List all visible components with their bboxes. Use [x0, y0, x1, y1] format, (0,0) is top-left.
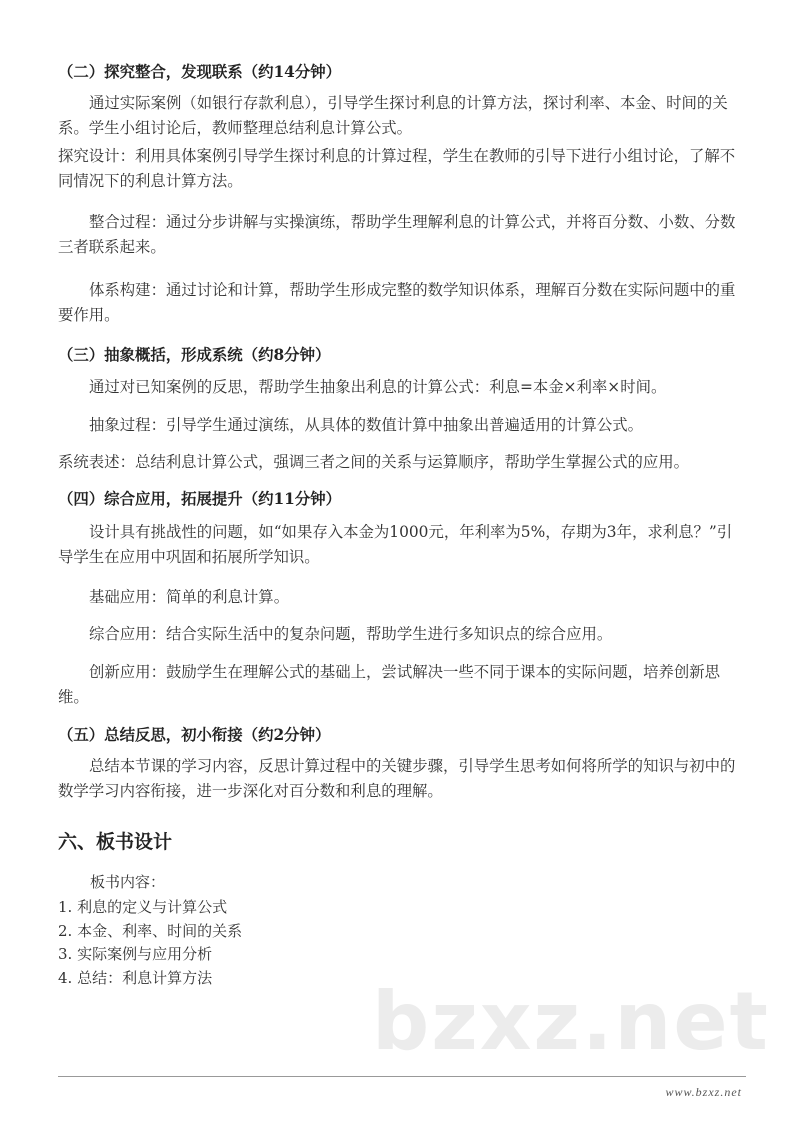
paragraph: 抽象过程：引导学生通过演练，从具体的数值计算中抽象出普遍适用的计算公式。 — [89, 416, 644, 434]
paragraph: 创新应用：鼓励学生在理解公式的基础上，尝试解决一些不同于课本的实际问题，培养创新思维。 — [58, 663, 721, 706]
section-heading: （三）抽象概括，形成系统（约8分钟） — [58, 346, 331, 364]
board-item: 1. 利息的定义与计算公式 — [58, 898, 228, 916]
board-design-heading: 六、板书设计 — [58, 831, 173, 853]
board-item: 4. 总结：利息计算方法 — [58, 969, 213, 987]
section-heading: （二）探究整合，发现联系（约14分钟） — [58, 63, 342, 81]
footer-divider — [58, 1076, 746, 1077]
paragraph: 体系构建：通过讨论和计算，帮助学生形成完整的数学知识体系，理解百分数在实际问题中的重要作用。 — [58, 281, 736, 324]
footer-url: www.bzxz.net — [665, 1085, 742, 1099]
paragraph: 基础应用：简单的利息计算。 — [89, 588, 290, 606]
board-intro: 板书内容： — [90, 873, 166, 891]
paragraph: 总结本节课的学习内容，反思计算过程中的关键步骤，引导学生思考如何将所学的知识与初中的数学学习内容衔接，进一步深化对百分数和利息的理解。 — [58, 757, 736, 800]
paragraph: 系统表述：总结利息计算公式，强调三者之间的关系与运算顺序，帮助学生掌握公式的应用。 — [58, 453, 690, 471]
paragraph: 设计具有挑战性的问题，如“如果存入本金为1000元，年利率为5%，存期为3年，求利息？”引导学生在应用中巩固和拓展所学知识。 — [58, 523, 733, 566]
board-item: 2. 本金、利率、时间的关系 — [58, 922, 243, 940]
section-heading: （五）总结反思，初小衔接（约2分钟） — [58, 726, 331, 744]
paragraph: 通过实际案例（如银行存款利息），引导学生探讨利息的计算方法，探讨利率、本金、时间的关系。学生小组讨论后，教师整理总结利息计算公式。 — [58, 94, 728, 137]
paragraph: 通过对已知案例的反思，帮助学生抽象出利息的计算公式：利息=本金×利率×时间。 — [89, 378, 667, 396]
section-heading: （四）综合应用，拓展提升（约11分钟） — [58, 490, 342, 508]
watermark: bzxz.net — [372, 975, 770, 1068]
paragraph: 整合过程：通过分步讲解与实操演练，帮助学生理解利息的计算公式，并将百分数、小数、分数三者联系起来。 — [58, 213, 736, 256]
paragraph: 探究设计：利用具体案例引导学生探讨利息的计算过程，学生在教师的引导下进行小组讨论，了解不同情况下的利息计算方法。 — [58, 147, 736, 190]
paragraph: 综合应用：结合实际生活中的复杂问题，帮助学生进行多知识点的综合应用。 — [89, 625, 613, 643]
board-item: 3. 实际案例与应用分析 — [58, 945, 213, 963]
